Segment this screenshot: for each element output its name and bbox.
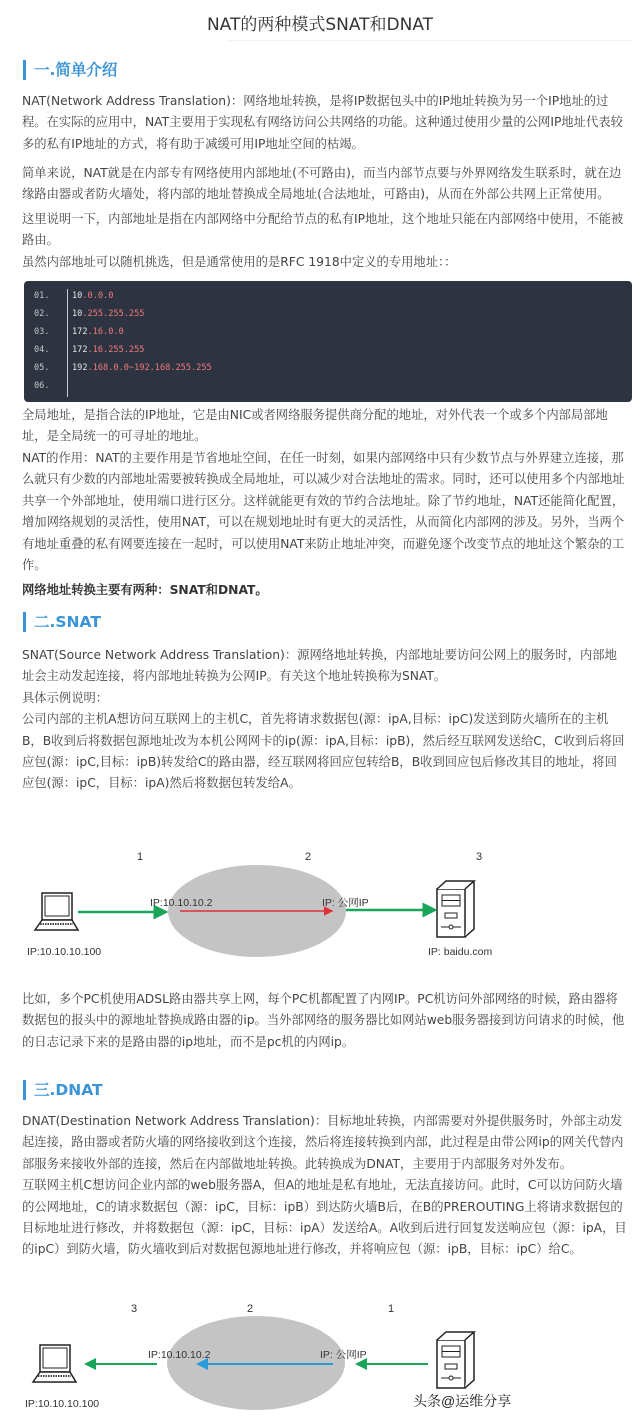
dnat-definition: DNAT(Destination Network Address Translation)：目标地址转换，内部需要对外提供服务时，外部主动发起连接，路由器或者防火墙的网络接收到这个连接，然后将连接转换到内部，此过程是由带公网ip的网关代替内部服务来接收外部的连接，然后在内部做地址转换。此转换成为DNAT，主要用于内部服务对外发布。 xyxy=(22,1114,624,1171)
intro-paragraph-3b-text: 虽然内部地址可以随机挑选，但是通常使用的是RFC 1918中定义的专用地址：： xyxy=(22,254,457,269)
code-line-rest: .168.0.0~192.168.255.255 xyxy=(87,363,212,373)
snat-definition: SNAT(Source Network Address Translation)：源网络地址转换，内部地址要访问公网上的服务时，内部地址会主动发起连接，将内部地址转换为公网IP。有关这个地址转换称为SNAT。 xyxy=(22,648,617,684)
code-line-rest: .16.255.255 xyxy=(87,345,145,355)
snat-paragraph-1 xyxy=(22,645,628,795)
code-line-number: 06. xyxy=(34,381,50,391)
server-icon xyxy=(437,1332,474,1388)
global-address-paragraph: 全局地址，是指合法的IP地址，它是由NIC或者网络服务提供商分配的地址，对外代表一个或多个内部局部地址，是全局统一的可寻址的地址。 xyxy=(22,408,608,444)
server-icon xyxy=(437,881,474,937)
section-heading-dnat: 三.DNAT xyxy=(23,1080,103,1100)
dnat-diagram xyxy=(0,1285,640,1423)
snat-example: 公司内部的主机A想访问互联网上的主机C，首先将请求数据包(源：ipA,目标：ipC)发送到防火墙所在的主机B，B收到后将数据包源地址改为本机公网网卡的ip(源：ipA,目标：ipB)，然后经互联网发送给C，C收到后将回应包(源：ipC,目标：ipB)转发给C的路由器，经互联网将回应包转给B，B收到回应包后修改其目的地址，将回应包(源：ipC，目标：ipA)然后将数据包转发给A。 xyxy=(22,712,625,791)
snat-step-1: 1 xyxy=(137,851,144,863)
dnat-example: 互联网主机C想访问企业内部的web服务器A，但A的地址是私有地址，无法直接访问。此时，C可以访问防火墙的公网地址，C的请求数据包（源：ipC，目标：ipB）到达防火墙B后，在B的PREROUTING上将请求数据包的目标地址进行修改，并将数据包（源：ipC，目标：ipA）发送给A。A收到后进行回复发送响应包（源：ipA，目的ipC）到防火墙，防火墙收到后对数据包源地址进行修改，并将响应包（源：ipB，目标：ipC）给C。 xyxy=(22,1178,627,1257)
code-line-prefix: 172 xyxy=(72,345,88,355)
intro-paragraph-3 xyxy=(22,209,628,273)
nat-role-paragraph: NAT的作用：NAT的主要作用是节省地址空间，在任一时刻，如果内部网络中只有少数节点与外界建立连接，那么就只有少数的内部地址需要被转换成全局地址，可以减少对合法地址的需求。同时，还可以使用多个内部地址共享一个外部地址，使用端口进行区分。这样就能更有效的节约合法地址。除了节约地址，NAT还能简化配置，增加网络规划的灵活性，使用NAT，可以在规划地址时有更大的灵活性，从而简化内部网的涉及。另外，当两个有地址重叠的私有网要连接在一起时，可以使用NAT来防止地址冲突，而避免逐个改变节点的地址这个繁杂的工作。 xyxy=(22,451,625,573)
code-line-number: 03. xyxy=(34,327,50,337)
dnat-paragraph xyxy=(22,1111,628,1261)
code-line-number: 01. xyxy=(34,291,50,301)
snat-step-2: 2 xyxy=(305,851,312,863)
code-line-rest: .255.255.255 xyxy=(82,309,145,319)
client-ip: IP:10.10.10.100 xyxy=(27,946,102,958)
code-line-rest: .0.0.0 xyxy=(82,291,114,301)
code-line-prefix: 192 xyxy=(72,363,88,373)
code-line xyxy=(72,291,113,301)
watermark: 头条@运维分享 xyxy=(413,1393,512,1409)
router-public-ip: IP: 公网IP xyxy=(322,897,369,909)
client-laptop-icon xyxy=(33,1345,76,1382)
snat-step-3: 3 xyxy=(476,851,483,863)
code-line-number: 05. xyxy=(34,363,50,373)
dnat-step-2: 2 xyxy=(247,1303,254,1315)
router-inner-ip: IP:10.10.10.2 xyxy=(150,897,213,909)
server-ip: IP: baidu.com xyxy=(428,946,493,958)
intro-paragraph-1: NAT(Network Address Translation)：网络地址转换，是将IP数据包头中的IP地址转换为另一个IP地址的过程。在实际的应用中，NAT主要用于实现私有网络访问公共网络的功能。这种通过使用少量的公网IP地址代表较多的私有IP地址的方式，将有助于减缓可用IP地址空间的枯竭。 xyxy=(22,94,623,151)
code-line xyxy=(72,345,144,355)
snat-diagram xyxy=(0,830,640,970)
section-heading-intro: 一.简单介绍 xyxy=(23,60,117,80)
code-line-number: 04. xyxy=(34,345,50,355)
snat-example-label: 具体示例说明： xyxy=(22,690,109,705)
snat-analogy-paragraph: 比如，多个PC机使用ADSL路由器共享上网，每个PC机都配置了内网IP。PC机访问外部网络的时候，路由器将数据包的报头中的源地址替换成路由器的ip。当外部网络的服务器比如网站web服务器接到访问请求的时候，他的日志记录下来的是路由器的ip地址，而不是pc机的内网ip。 xyxy=(22,992,625,1049)
code-line-number: 02. xyxy=(34,309,50,319)
title-divider xyxy=(228,40,632,41)
code-line-prefix: 172 xyxy=(72,327,88,337)
section-heading-snat: 二.SNAT xyxy=(23,612,101,632)
code-line xyxy=(72,327,124,337)
page-title: NAT的两种模式SNAT和DNAT xyxy=(206,15,434,35)
dnat-step-1: 1 xyxy=(388,1303,395,1315)
dnat-step-3: 3 xyxy=(131,1303,138,1315)
code-line-prefix: 10 xyxy=(72,309,83,319)
router-public-ip: IP: 公网IP xyxy=(320,1349,367,1361)
code-line-prefix: 10 xyxy=(72,291,83,301)
code-block xyxy=(24,281,632,402)
code-line xyxy=(72,363,212,373)
intro-paragraph-3-text: 这里说明一下，内部地址是指在内部网络中分配给节点的私有IP地址，这个地址只能在内部网络中使用，不能被路由。 xyxy=(22,212,624,248)
router-inner-ip: IP:10.10.10.2 xyxy=(148,1349,211,1361)
client-ip: IP:10.10.10.100 xyxy=(25,1398,100,1410)
code-line xyxy=(72,309,144,319)
client-laptop-icon xyxy=(35,893,78,930)
intro-paragraph-2: 简单来说，NAT就是在内部专有网络使用内部地址(不可路由)，而当内部节点要与外界网络发生联系时，就在边缘路由器或者防火墙处，将内部的地址替换成全局地址(合法地址，可路由)，从而在外部公共网上正常使用。 xyxy=(22,166,622,202)
nat-types-summary: 网络地址转换主要有两种：SNAT和DNAT。 xyxy=(22,583,268,597)
code-line-rest: .16.0.0 xyxy=(87,327,124,337)
